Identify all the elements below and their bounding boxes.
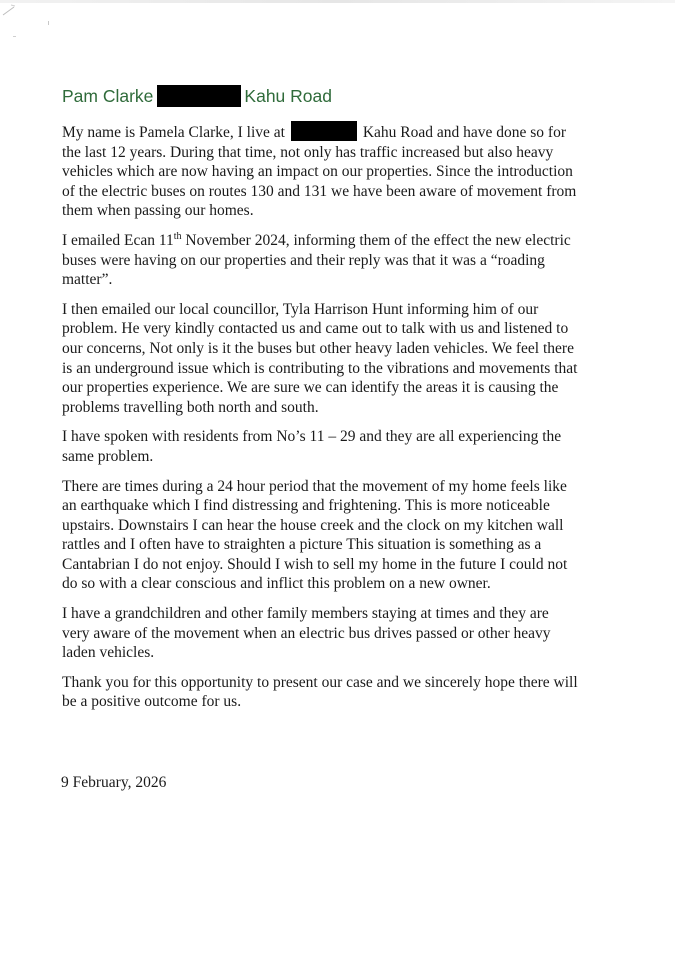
paragraph-text: I emailed Ecan 11 (62, 231, 174, 249)
letter-date: 9 February, 2026 (61, 774, 167, 791)
paragraph-residents: I have spoken with residents from No’s 11 – 29 and they are all experiencing the same problem. (62, 428, 562, 465)
letter-heading (62, 85, 332, 107)
letter-body (62, 121, 580, 722)
paragraph-text: Kahu Road and have done so for the last 12 years. During that time, not only has traffic increased but also heavy vehicles which are now having an impact on our properties. Since the introduction of the electric buses on routes 130 and 131 we have been aware of movement from them when passing our homes. (62, 124, 577, 220)
paragraph-movement: There are times during a 24 hour period that the movement of my home feels like an earthquake which I find distressing and frightening. This is more noticeable upstairs. Downstairs I can hear the house creek and the clock on my kitchen wall rattles and I often have to straighten a picture This situation is something as a Cantabrian I do not enjoy. Should I wish to sell my home in the future I could not do so with a clear conscious and inflict this problem on a new owner. (62, 477, 568, 593)
paragraph-text: My name is Pamela Clarke, I live at (62, 124, 285, 141)
sender-name: Pam Clarke (62, 85, 154, 106)
paragraph-closing: Thank you for this opportunity to present our case and we sincerely hope there will be a positive outcome for us. (62, 673, 578, 711)
redacted-address (291, 121, 357, 141)
paragraph-family: I have a grandchildren and other family members staying at times and they are very aware of the movement when an electric bus drives passed or other heavy laden vehicles. (62, 605, 551, 662)
paragraph-introduction (62, 121, 580, 221)
paragraph-text: November 2024, informing them of the effect the new electric buses were having on our properties and their reply was that it was a “roading matter”. (62, 231, 571, 289)
scan-top-edge (0, 0, 675, 3)
sender-road: Kahu Road (244, 85, 332, 106)
paragraph-ecan-email (62, 231, 580, 290)
paragraph-councillor: I then emailed our local councillor, Tyla Harrison Hunt informing him of our problem. He very kindly contacted us and came out to talk with us and listened to our concerns, Not only is it the buses but other heavy laden vehicles. We feel there is an underground issue which is contributing to the vibrations and movements that our properties experience. We are sure we can identify the areas it is causing the problems travelling both north and south. (62, 300, 578, 416)
redacted-house-number (157, 85, 241, 107)
ordinal-superscript: th (173, 230, 182, 242)
scan-speck (13, 36, 16, 37)
scan-mark-icon (2, 4, 16, 16)
scan-speck (48, 21, 49, 25)
